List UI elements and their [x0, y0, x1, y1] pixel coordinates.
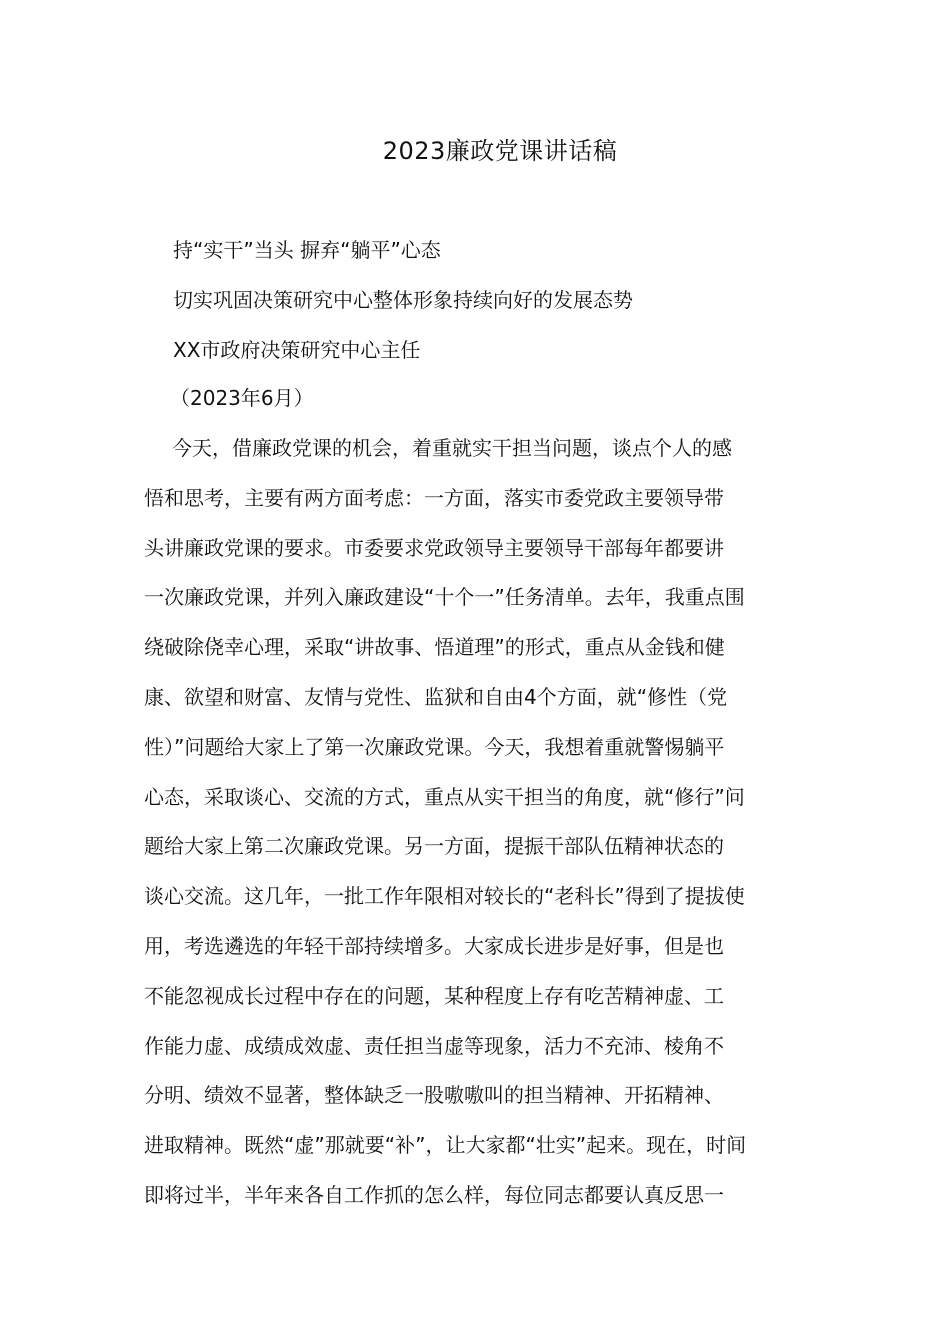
- body-paragraph: [144, 430, 808, 1227]
- body-line: 谈心交流。这几年，一批工作年限相对较长的“老科长”得到了提拔使: [144, 884, 745, 909]
- body-line: 心态，采取谈心、交流的方式，重点从实干担当的角度，就“修行”问: [144, 784, 745, 809]
- body-line: 一次廉政党课，并列入廉政建设“十个一”任务清单。去年，我重点围: [144, 585, 745, 610]
- subtitle-line-2: 切实巩固决策研究中心整体形象持续向好的发展态势: [173, 288, 633, 312]
- body-line: 悟和思考，主要有两方面考虑：一方面，落实市委党政主要领导带: [144, 485, 724, 510]
- body-line: 题给大家上第二次廉政党课。另一方面，提振干部队伍精神状态的: [144, 834, 724, 859]
- body-line: 性）”问题给大家上了第一次廉政党课。今天，我想着重就警惕躺平: [144, 734, 725, 759]
- body-line: 头讲廉政党课的要求。市委要求党政领导主要领导干部每年都要讲: [144, 535, 724, 560]
- body-line: 今天，借廉政党课的机会，着重就实干担当问题，谈点个人的感: [172, 436, 732, 460]
- document-title: 2023廉政党课讲话稿: [382, 137, 618, 165]
- author-line: XX市政府决策研究中心主任: [173, 338, 421, 362]
- body-line: 即将过半，半年来各自工作抓的怎么样，每位同志都要认真反思一: [144, 1182, 724, 1207]
- body-line: 进取精神。既然“虚”那就要“补”，让大家都“壮实”起来。现在，时间: [144, 1133, 747, 1158]
- body-line: 康、欲望和财富、友情与党性、监狱和自由4个方面，就“修性（党: [144, 684, 728, 709]
- subtitle-line-1: 持“实干”当头 摒弃“躺平”心态: [173, 238, 441, 262]
- body-line: 用，考选遴选的年轻干部持续增多。大家成长进步是好事，但是也: [144, 933, 724, 958]
- date-line: （2023年6月）: [170, 386, 314, 410]
- body-line: 不能忽视成长过程中存在的问题，某种程度上存有吃苦精神虚、工: [144, 983, 724, 1008]
- body-line: 作能力虚、成绩成效虚、责任担当虚等现象，活力不充沛、棱角不: [144, 1033, 724, 1058]
- body-line: 绕破除侥幸心理，采取“讲故事、悟道理”的形式，重点从金钱和健: [144, 635, 725, 660]
- body-line: 分明、绩效不显著，整体缺乏一股嗷嗷叫的担当精神、开拓精神、: [144, 1083, 724, 1108]
